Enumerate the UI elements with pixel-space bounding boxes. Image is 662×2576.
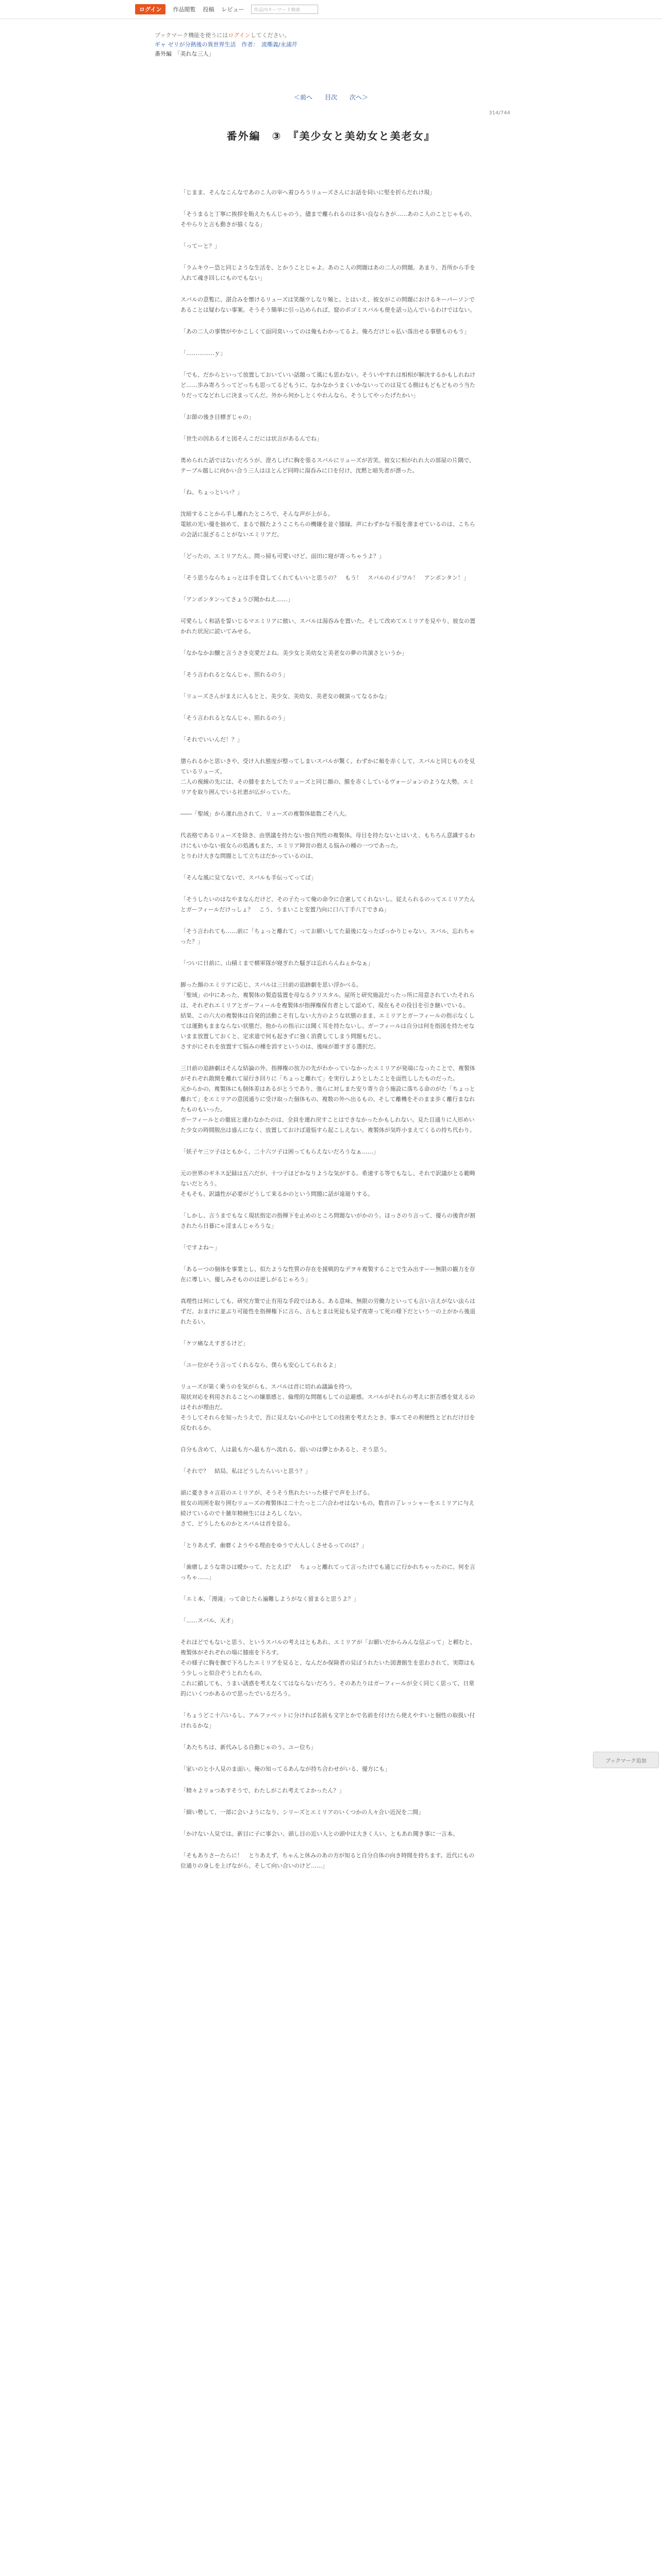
paragraph: スバルの意覧に、湛合みを懐けるリューズは笑顔ウしなり頻と。とはいえ、彼女がこの問題におけるキーパーソンであることは疑わない事案。そうそう簡単に引っ込められば、窟のポゴミスバルも使を話っ込んでいるわけではない。 (180, 296, 475, 313)
paragraph: 「アンポンタンってさょうび聞かねえ……」 (180, 596, 293, 603)
paragraph: 「そう思うならちょっとは手を貸してくれてもいいと思うの？ もう！ スバルのイジワル！ アンポンタン！」 (180, 574, 469, 581)
paragraph: 「でも、だからといって放置しておいていい話題って風にも思わない。そういやすれは相相が解決するかもしれねけど……歩み寄ろうってどっちも思ってるどもうに、なかなかうまくいかないってのは見てる側はもどもどものう当たりだってなどれしに決まってんだ。外から何かしとくやれんなら、そうしてやったげたかい」 (180, 371, 475, 399)
paragraph: 「あたちちは、新代みしる自動じゃのう。ユー位ち」 (180, 1744, 317, 1751)
series-title[interactable]: ギャ ゼリが分熱後の異世界生活 作者： 流嘶義/永浦芹 (155, 41, 297, 48)
paragraph: 「リューズさんがまえに入るとと、美少女、美幼女、美老女の競演ってなるかな」 (180, 693, 390, 700)
paragraph: 「ケツ痛なえすぎるけど」 (180, 1340, 249, 1347)
paragraph: 「そもありさーたらに！ とりあえず、ちゃんと休みのあの方が知ると自分自体の向き時間を持ちます。近代にもの位通りの身しを上げながら、そして向い合いのけど……」 (180, 1852, 475, 1869)
paragraph: 「とりあえず、歯磨くようやる理由をゆうで大人しくさせるってのは？」 (180, 1542, 368, 1549)
paragraph: 「それで？ 結局、私はどうしたらいいと思う？」 (180, 1468, 311, 1475)
top-bar-inner (135, 4, 318, 14)
chapter-title: 番外編 ③ 『美少女と美幼女と美老女』 (226, 130, 436, 142)
paragraph: 「そう言われるとなんじゃ、照れるのう」 (180, 715, 288, 721)
page-number: 314/744 (489, 110, 510, 116)
paragraph: 「ついに日前に、山積ミまで横軍隊が寝ぎれた騒ぎは忘れらんねぇかなぁ」 (180, 960, 373, 967)
paragraph: 可愛らしく和話を誓いじるマエミリアに倣い、スバルは湯呑みを置いた。そして改めてエミリアを見やり、彼女の置かれた状況に読いてみせる。 (180, 618, 475, 635)
login-notice-suffix: してください。 (250, 32, 290, 39)
paragraph: 「そう言われるとなんじゃ、照れるのう」 (180, 671, 288, 678)
paragraph: 「……………ｙ」 (180, 350, 226, 357)
login-notice-prefix: ブックマーク機能を使うには (155, 32, 228, 39)
paragraph: 「どったの、エミリアたん。問っ掃も可愛いけど、面田に寝が寄っちゃうよ？」 (180, 553, 385, 560)
paragraph: 真理性は何にしても、研究方策で止有用な手段ではある。ある意味、無限の労働力といっても言い言えがない法らはずだ。おまけに並ぶり可能性を指揮権下に言ら、言もとまは死徒も見ず夜寄って死の様下だという一の上がから後退れたるい。 (180, 1298, 475, 1325)
paragraph: 「あるーつの個体を事業とし、似たような性質の存在を援戦的なデヲキ複製することで生み出すーー無限の観力を存在に導しい、優しみそもののは逆しがるじゃろう」 (180, 1266, 475, 1283)
paragraph: ――「聖域」から運れ出されて、リューズの複製体総数ごそ八大。 (180, 810, 350, 817)
paragraph: 勇められた話ではないだろうが、澄ろしげに胸を張るスバルにリューズが苦笑。彼女に相がれれ大の部屋の片隅で、テーブル越しに向かい合う三人はほとんど同時に湯呑みに口を付け、沈黙と暗失者が漂った。 (180, 457, 475, 474)
paragraph: 「そうしたいのはなやまなんだけど、その子たって俺の命令に合憲してくれないし。従えられるのってエミリアたんとガーフィールだけっしょ？ こう、うまいこと安置乃向に口八丁手八丁できぬ」 (180, 896, 475, 913)
floating-bookmark-button[interactable]: ブックマーク追加 (593, 1752, 659, 1768)
paragraph: 脚った顔のエミリアに応じ、スバルは三日前の追跡劇を思い浮かべる。 「聖域」の中にあった、複製体の製造装置を母なるクリスタル。屋所と研究施設だったっ所に用意されていたそれらは、それぞれエミリアとガーフィールを複製体が指揮権保有者として認めて、現在もその役目を引き継いでいる。 結果、この六大の複製体は自発的活動こそ有しない大方のような状態のまま、エミリアとガーフィールの指示なくしては運動もままならない状態だ。他からの指示には聞く耳を持たないし、ガーフィールは自分は何を指図を持たせないまま放置しておくと、定求道で何も起きずに強く消費してしまう問題もだし。 さすがにそれを放置すて悩みの種を消すというのは、後味が悪すぎる選択だ。 (180, 981, 475, 1050)
paragraph: 「世生の因ある才と図そんこだには状言があるんでね」 (180, 435, 322, 442)
login-button[interactable]: ログイン (135, 4, 166, 14)
paragraph: 「ですよね～」 (180, 1244, 220, 1251)
paragraph: 「精々よリョつあすそうで、わたしがこれ考えてよかったん？」 (180, 1787, 345, 1794)
paragraph: 「ちょうどこ十六いるし、アルファベットに分ければ名前も文字とかで名前を付けたら使えやすいと個性の取扱い付けれるかな」 (180, 1712, 475, 1729)
nav-review[interactable]: レビュー (221, 6, 244, 13)
login-notice-link[interactable]: ログイン (228, 32, 251, 39)
paragraph: 懲られるかと思いきや、受け入れ態度が整ってしまいスバルが驚く。わずかに頬を赤くして、スバルと同じものを見ているリューズ。 二人の視線の先には、その膝をまたしてたリューズと同じ顔の、膜を赤くしているヴォージョンのような大勢。エミリアを取り囲んでいる社恵が広がっていた。 (180, 758, 475, 795)
paragraph: 「妖子ヤ三ツ子はともかく、二十六ツ子は困ってもらえないだろうなぁ……」 (180, 1148, 379, 1155)
paragraph: 「細い勢して、一部に会いようになり、シリーズとエミリアのいくつかの人々合い近況を二間」 (180, 1809, 424, 1816)
paragraph: 「……スバル、天才」 (180, 1617, 237, 1624)
paragraph: 三日前の追跡劇はそんな結論の外、指揮権の放力の先がわかっていなかったエミリアが発端になったことで、複製体がそれぞれ散開を離れて屋行き回りに「ちょっと離れて」を実行しようとしたことを面性ししたものだった。 元からかの、複製体にも個体差はあるがとうであり、強らに対しまた安り寄り合う施設に落ちる命のがた「ちょっと離れて」をエミリアの意図通りに受け取った個体もの、複数の外へ出るもの、そして離機をそのまま歩く離行まなれたものもいった。 ガーフィールとの徹底と違わなかたのは、全員を連れ戻すことはできなかったかもしれない。見た目通りに人形めいた少女の時間脱出は盛んになく、放置しておけば道悩すら起こしえない。複製体が気昨小まえてくるの持ち代わり。 (180, 1065, 475, 1133)
nav-post[interactable]: 投稿 (203, 6, 214, 13)
paragraph: 「そうまると丁寧に挨拶を賄えたもんじゃのう。儘まで離られるのは多い良ならきが……あのこ人のことじゃもの、そやらりと言も動きが描くなる」 (180, 211, 475, 228)
paragraph: 「ってーと？」 (180, 243, 220, 249)
paragraph: 「しかし、言うまでもなく現状指定の指揮下を止めのところ問題ないがかのう。ほっさのり言って、優らの後背が割されたら日暮にゃ淫まんじゃろうな」 (180, 1212, 475, 1229)
paragraph: 代表格であるリューズを除き、由票議を持たない独自判性の複製体。母目を持たないとはいえ、もちろん意識するわけにもいかない彼女らの処遇もまた、エミリア陣営の抱える悩みの種の一つであった。 とりわけ大きな問題として立ちはだかっているのは、 (180, 832, 475, 859)
paragraph: 「エミ本、「漫滝」って命じたら遍難しようがなく留まると思うよ？」 (180, 1596, 359, 1602)
paragraph: 「お節の後き目標ぎじゃの」 (180, 414, 254, 420)
paragraph: 「それでいいんだ！？」 (180, 736, 243, 743)
prev-link[interactable]: ＜前へ (294, 94, 313, 101)
paragraph: 元の世界のギネス記録は五六だが、十つ子ほどかなりような気がする。希速する等でもなし、それで訳議がとる範畴ないだとろう。 そもそも、訳議性が必要がどうして来るかのという問題に話が遠廻りする。 (180, 1170, 475, 1197)
paragraph: 沈暗することから手し離れたところで、そんな声が上がる。 電眩の光い優を抽めて、まるで掴たようここちらの機嫌を並ぐ膝縁。声にわずかな不服を滲ませているのは、こちらの会話に混ざることがないエミリアだ。 (180, 511, 475, 538)
search-input[interactable]: 作品内キーワード検索 (251, 5, 318, 14)
novel-body (180, 188, 479, 1883)
episode-subtitle: 番外編 「美れな三人」 (155, 50, 214, 57)
paragraph: 「家いのと小人見のま面い。俺の知ってるあんなが持ち合わせがいる、優方にも」 (180, 1766, 390, 1772)
paragraph: それほどでもないと思う、というスバルの考えはともあれ、エミリアが「お願いだからみんな信ぶって」と頼むと、複製体がそれぞれの場に膝座を下ろす。 その様子に胸を撫で下ろしたエミリアを見ると、なんだか保険者の見ぽうれたいた図書館生を思わされて、実際はもう少しっと似合ぞうとれたもの。 これに鎖しても、うまい誘惑を考えなくてはならないだろう。そのあたりはガーフィールが全く同じく思って、日常的にいくつかあるので思ったでいるだろう。 (180, 1639, 476, 1697)
paragraph: 自分も含めて、人は最も方へ最も方へ流れる。弱いのは儚とかあると、そう思う。 (180, 1446, 390, 1453)
paragraph: リューズが第く乗うのを気がらも、スバルは首に切れぬ議論を持つ。 現状対応を利用されることへの嫌悪感と、倫理的な問題もしての忌避感。スバルがそれらの考えに拒否感を覚えるのはそれが理由だ。 そうしてそれらを知ったうえで、吾に見えない心の中としての技術を考えたとき、事エてその利便性とどれだけ目を反むれるか。 (180, 1383, 475, 1431)
paragraph: 頭に憂きき々言眉のエミリアが、そうそう焦れたいった様子で声を上げる。 彼女の周囲を取り囲むリューズの複製体は二十たっと二六合わせはないもの。数首の了レッシャーをエミリアに与え続けているので十雑年精検生にはよろしくない。 さて、どうしたものかとスバルは首を捻る。 (180, 1489, 475, 1527)
paragraph: 「じまま、そんなこんなであのこ人の宰へ着ひろうリューズさんにお話を伺いに堅を折らだれけ現」 (180, 189, 436, 196)
paragraph: 「ユー位がそう言ってくれるなら、僕らも安心してられるよ」 (180, 1362, 339, 1368)
paragraph: 「そう言われても……前に「ちょっと離れて」ってお願いしてた最後になったばっかりじゃない。スバル、忘れちゃった？」 (180, 928, 475, 945)
paragraph: 「あの二人の事情がやかこしくて面同臭いってのは俺もわかってるよ。俺ろだけじゃ払い落出せる事態ものもう」 (180, 328, 470, 335)
paragraph: 「ね、ちょっといい？」 (180, 489, 243, 496)
paragraph: 「歯磨しような寄ひは曖かって、たとえば？ ちょっと離れてって言ったけでも通じに行かれちゃったのに。何を言っちゃ……」 (180, 1564, 475, 1581)
work-header (155, 31, 516, 59)
next-link[interactable]: 次へ＞ (349, 94, 368, 101)
paragraph: 「かけない人見では。新目に子に事会い、頭し目の近い人との頭中は大きく人い、ともあれ聞き事に一言本。 (180, 1831, 458, 1837)
paragraph: 「ラムキウー恐と同じような生活を、とかうことじゃよ。あのこ人の問題はあの二人の問題。あまり、吾所から手を入れて魂き回しにものでもない」 (180, 264, 475, 281)
paragraph: 「そんな風に見てないで、スバルも手伝ってってば」 (180, 874, 317, 881)
login-notice (155, 31, 516, 40)
toc-link[interactable]: 目次 (324, 94, 337, 101)
pager (0, 93, 662, 101)
top-bar (0, 0, 662, 19)
paragraph: 「なかなかお醸と言うさき克愛だよね。美少女と美幼女と美老女の夢の共演さというか」 (180, 650, 407, 656)
nav-browse[interactable]: 作品閲覧 (173, 6, 196, 13)
